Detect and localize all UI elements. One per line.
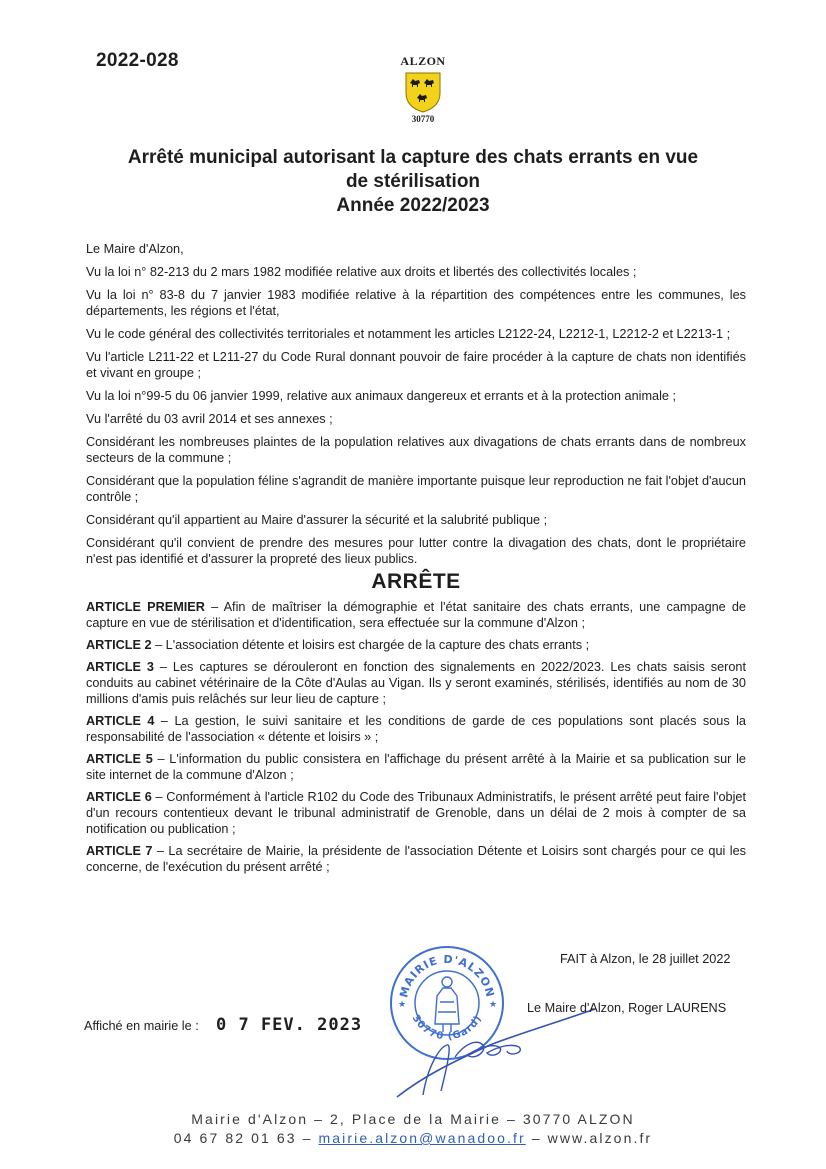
article-label: ARTICLE PREMIER [86,600,205,614]
preamble-paragraph: Considérant qu'il convient de prendre des mesures pour lutter contre la divagation des chats, dont le propriétaire n'est pas identifié et d'assurer la propreté des lieux publics. [86,536,746,566]
preamble-paragraph: Vu l'arrêté du 03 avril 2014 et ses annexes ; [86,412,333,426]
seal-top-text: MAIRIE D'ALZON [397,952,497,1000]
footer-phone: 04 67 82 01 63 [173,1130,297,1146]
footer-website: www.alzon.fr [547,1130,653,1146]
article [86,599,746,631]
preamble-paragraph: Vu la loi n° 82-213 du 2 mars 1982 modifiée relative aux droits et libertés des collectivités locales ; [86,265,637,279]
preamble-paragraph: Le Maire d'Alzon, [86,242,184,256]
posted-label: Affiché en mairie le : [84,1019,199,1033]
preamble-paragraph: Vu la loi n°99-5 du 06 janvier 1999, relative aux animaux dangereux et errants et à la protection animale ; [86,389,676,403]
done-at-line: FAIT à Alzon, le 28 juillet 2022 [560,952,731,966]
article-text: – L'association détente et loisirs est chargée de la capture des chats errants ; [151,638,590,652]
title-line-2: de stérilisation [345,171,481,192]
article-label: ARTICLE 7 [86,844,153,858]
footer-separator: – [525,1130,548,1146]
article-label: ARTICLE 5 [86,752,153,766]
town-crest [388,54,458,124]
svg-text:★: ★ [489,999,498,1009]
posted-date-stamp: 0 7 FEV. 2023 [216,1015,363,1035]
coat-of-arms-icon [404,71,442,113]
footer [0,1110,826,1148]
document-title [80,146,746,218]
article-text: – Conformément à l'article R102 du Code des Tribunaux Administratifs, le présent arrêté peut faire l'objet d'un recours contentieux devant le tribunal administratif de Grenoble, dans un délai de 2 mois à compter de sa notification ou publication ; [86,790,746,836]
article-text: – La gestion, le suivi sanitaire et les conditions de garde de ces populations sont placés sous la responsabilité de l'association « détente et loisirs » ; [86,714,746,744]
footer-address: Mairie d'Alzon – 2, Place de la Mairie – 30770 ALZON [191,1111,635,1127]
article [86,751,746,783]
preamble-paragraph: Vu la loi n° 83-8 du 7 janvier 1983 modifiée relative à la répartition des compétences entre les communes, les départements, les régions et l'état, [86,288,746,318]
article-text: – Les captures se dérouleront en fonction des signalements en 2022/2023. Les chats saisis seront conduits au cabinet vétérinaire de la Côte d'Aulas au Vigan. Ils y seront examinés, stérilisés, identifiés au nom de 30 millions d'amis puis relâchés sur leur lieu de capture ; [86,660,747,706]
article-label: ARTICLE 4 [86,714,155,728]
seal-bottom-text: 30770 (Gard) [409,1013,485,1043]
document-body [86,241,746,881]
decree-heading: ARRÊTE [371,570,461,593]
preamble-paragraph: Considérant que la population féline s'agrandit de manière importante puisque leur reproduction ne fait l'objet d'aucun contrôle ; [86,474,746,504]
reference-number: 2022-028 [96,50,179,71]
preamble-paragraph: Vu le code général des collectivités territoriales et notamment les articles L2122-24, L2212-1, L2212-2 et L2213-1 ; [86,327,731,341]
article-label: ARTICLE 2 [86,638,152,652]
title-line-3: Année 2022/2023 [336,195,490,216]
preamble-paragraph: Considérant qu'il appartient au Maire d'assurer la sécurité et la salubrité publique ; [86,513,548,527]
article [86,843,746,875]
crest-town-name: ALZON [400,54,446,68]
mayor-name: Le Maire d'Alzon, Roger LAURENS [527,1001,727,1015]
article [86,637,746,653]
crest-postcode: 30770 [411,114,435,124]
svg-text:★: ★ [398,999,407,1009]
article [86,659,746,707]
article [86,789,746,837]
article-text: – La secrétaire de Mairie, la présidente de l'association Détente et Loisirs sont chargés pour ce qui les concerne, de l'exécution du présent arrêté ; [86,844,746,874]
article-text: – L'information du public consistera en l'affichage du présent arrêté à la Mairie et sa publication sur le site internet de la commune d'Alzon ; [86,752,746,782]
title-line-1: Arrêté municipal autorisant la capture des chats errants en vue [127,147,699,168]
preamble-paragraph: Vu l'article L211-22 et L211-27 du Code Rural donnant pouvoir de faire procéder à la capture de chats non identifiés et vivant en groupe ; [86,350,746,380]
footer-contact [0,1129,826,1148]
footer-separator: – [296,1130,319,1146]
mayor-signature [395,1005,600,1103]
preamble-paragraph: Considérant les nombreuses plaintes de la population relatives aux divagations de chats errants dans de nombreux secteurs de la commune ; [86,435,746,465]
footer-email-link[interactable]: mairie.alzon@wanadoo.fr [318,1130,526,1146]
article-label: ARTICLE 6 [86,790,152,804]
article [86,713,746,745]
article-text: – Afin de maîtriser la démographie et l'état sanitaire des chats errants, une campagne de capture en vue de stérilisation et d'identification, sera effectuée sur la commune d'Alzon ; [86,600,746,630]
article-label: ARTICLE 3 [86,660,154,674]
